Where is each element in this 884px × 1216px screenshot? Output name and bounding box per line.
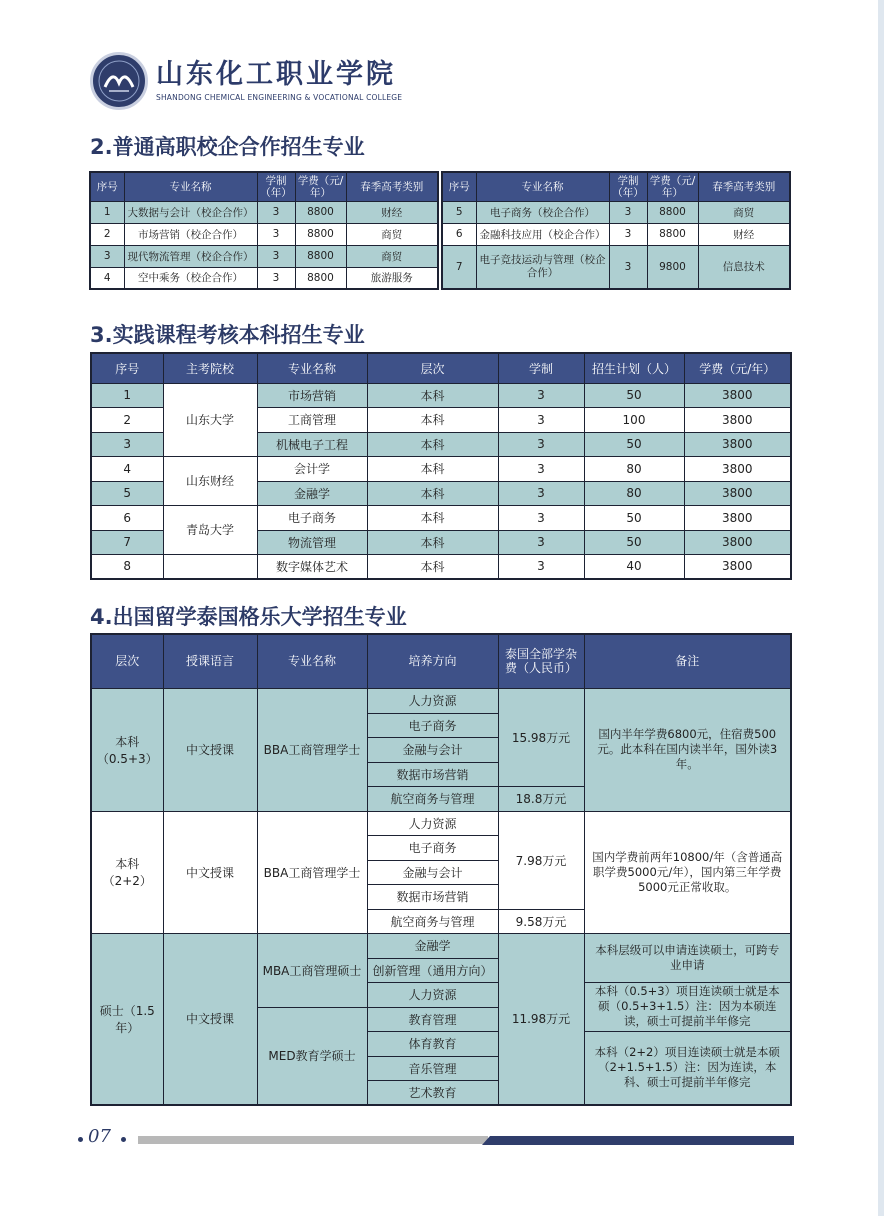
table-thailand-study [90,633,792,1106]
college-name-cn: 山东化工职业学院 [156,59,396,90]
cell: 1 [90,201,124,223]
header-cell: 学费（元/年） [684,353,791,383]
direction-cell: 电子商务 [367,835,498,860]
cell: 50 [584,505,684,530]
cell: 2 [91,407,163,432]
direction-cell: 金融与会计 [367,737,498,762]
header-cell: 专业名称 [257,634,367,688]
cell: 会计学 [257,456,367,481]
direction-cell: 金融学 [367,933,498,958]
cell: 5 [91,481,163,505]
direction-cell: 电子商务 [367,713,498,737]
table-header-row [442,172,790,201]
header-cell: 主考院校 [163,353,257,383]
cell: 50 [584,530,684,554]
table-vocational-right [441,171,791,290]
direction-cell: 人力资源 [367,811,498,835]
cell: 3 [91,432,163,456]
footer-bar-blue [482,1136,794,1145]
school-cell: 青岛大学 [163,505,257,554]
table-row [442,223,790,245]
header-cell: 层次 [367,353,498,383]
header-cell: 学费（元/年） [295,172,346,201]
major-cell: MBA工商管理硕士 [257,933,367,1007]
header-cell: 授课语言 [163,634,257,688]
cell: 3 [498,432,584,456]
cell: 100 [584,407,684,432]
cell: 商贸 [346,223,438,245]
cell: 商贸 [346,245,438,267]
cell: 3800 [684,530,791,554]
direction-cell: 金融与会计 [367,860,498,884]
cell: 本科 [367,554,498,579]
cell: 本科 [367,383,498,407]
cell: 8800 [295,223,346,245]
cell: 8800 [647,223,698,245]
cell: 3800 [684,383,791,407]
table-header-row [91,634,791,688]
table-header-row [90,172,438,201]
table-row [91,456,791,481]
note-cell: 国内学费前两年10800/年（含普通高职学费5000元/年），国内第三年学费5000元正常收取。 [584,811,791,933]
cell: 6 [91,505,163,530]
cell: 3800 [684,481,791,505]
footer-bar-gray [138,1136,488,1144]
cell: 空中乘务（校企合作） [124,267,257,289]
header-cell: 学制 [498,353,584,383]
cell: 3 [498,554,584,579]
level-cell: 本科（0.5+3） [91,688,163,811]
section-title-4: 4.出国留学泰国格乐大学招生专业 [90,605,407,629]
header-cell: 层次 [91,634,163,688]
header-cell: 学制（年） [257,172,295,201]
cell: 40 [584,554,684,579]
cell: 3 [257,267,295,289]
cell: 5 [442,201,476,223]
cell: 3 [609,223,647,245]
direction-cell: 人力资源 [367,982,498,1007]
cell: 3800 [684,407,791,432]
cell: 旅游服务 [346,267,438,289]
header-cell: 备注 [584,634,791,688]
cell: 电子商务 [257,505,367,530]
cell: 80 [584,481,684,505]
footer-dot [121,1137,126,1142]
cell: 50 [584,383,684,407]
cell: 商贸 [698,201,790,223]
table-row [91,688,791,713]
cell: 电子竞技运动与管理（校企合作） [476,245,609,289]
direction-cell: 体育教育 [367,1031,498,1056]
cell: 3 [498,530,584,554]
cell: 本科 [367,481,498,505]
direction-cell: 人力资源 [367,688,498,713]
table-header-row [91,353,791,383]
direction-cell: 音乐管理 [367,1056,498,1080]
direction-cell: 航空商务与管理 [367,786,498,811]
header-cell: 专业名称 [476,172,609,201]
table-row [442,245,790,289]
language-cell: 中文授课 [163,933,257,1105]
cell: 8800 [647,201,698,223]
table-row [91,383,791,407]
cell: 市场营销 [257,383,367,407]
cell: 4 [91,456,163,481]
cell: 本科 [367,432,498,456]
header-cell: 培养方向 [367,634,498,688]
cell: 50 [584,432,684,456]
cell: 金融科技应用（校企合作） [476,223,609,245]
cell: 7 [442,245,476,289]
direction-cell: 教育管理 [367,1007,498,1031]
cell: 工商管理 [257,407,367,432]
cell: 3 [257,223,295,245]
cell: 财经 [346,201,438,223]
cell: 本科 [367,456,498,481]
table-row [90,223,438,245]
cell: 8800 [295,245,346,267]
section-title-3: 3.实践课程考核本科招生专业 [90,323,365,347]
table-row [90,201,438,223]
header-cell: 序号 [442,172,476,201]
cell: 金融学 [257,481,367,505]
cell: 信息技术 [698,245,790,289]
cell: 7 [91,530,163,554]
cell: 3800 [684,554,791,579]
language-cell: 中文授课 [163,688,257,811]
cell: 本科 [367,530,498,554]
cell: 现代物流管理（校企合作） [124,245,257,267]
cell: 机械电子工程 [257,432,367,456]
language-cell: 中文授课 [163,811,257,933]
cell: 3 [498,407,584,432]
note-cell: 本科（0.5+3）项目连读硕士就是本硕（0.5+3+1.5）注：因为本硕连读，硕士可提前半年修完 [584,982,791,1031]
cell: 80 [584,456,684,481]
section-title-2: 2.普通高职校企合作招生专业 [90,135,365,159]
school-cell: 山东大学 [163,383,257,456]
college-emblem-icon [90,52,148,110]
cell: 8800 [295,201,346,223]
table-row [91,554,791,579]
header-cell: 春季高考类别 [698,172,790,201]
level-cell: 本科（2+2） [91,811,163,933]
header-cell: 专业名称 [124,172,257,201]
direction-cell: 数据市场营销 [367,884,498,909]
cell: 3800 [684,456,791,481]
cell: 3 [498,383,584,407]
cell: 4 [90,267,124,289]
cell: 8800 [295,267,346,289]
header-cell: 学费（元/年） [647,172,698,201]
direction-cell: 航空商务与管理 [367,909,498,933]
note-cell: 本科层级可以申请连读硕士，可跨专业申请 [584,933,791,982]
page-number: 07 [88,1126,111,1147]
table-row [91,811,791,835]
cell: 本科 [367,407,498,432]
cell: 2 [90,223,124,245]
direction-cell: 创新管理（通用方向） [367,958,498,982]
major-cell: BBA工商管理学士 [257,688,367,811]
cell: 市场营销（校企合作） [124,223,257,245]
cell: 3 [498,481,584,505]
table-row [90,267,438,289]
fee-cell: 11.98万元 [498,933,584,1105]
fee-cell: 7.98万元 [498,811,584,909]
header-cell: 序号 [90,172,124,201]
table-row [442,201,790,223]
cell: 3 [257,201,295,223]
note-cell: 国内半年学费6800元，住宿费500元。此本科在国内读半年，国外读3年。 [584,688,791,811]
page-edge [878,0,884,1216]
direction-cell: 数据市场营销 [367,762,498,786]
cell: 1 [91,383,163,407]
header-cell: 学制（年） [609,172,647,201]
college-name-en: SHANDONG CHEMICAL ENGINEERING & VOCATIONAL COLLEGE [156,93,403,102]
cell: 3 [609,245,647,289]
cell: 3 [498,456,584,481]
fee-cell: 18.8万元 [498,786,584,811]
cell: 数字媒体艺术 [257,554,367,579]
header-cell: 专业名称 [257,353,367,383]
cell: 8 [91,554,163,579]
cell: 9800 [647,245,698,289]
cell: 本科 [367,505,498,530]
cell: 3 [609,201,647,223]
header-cell: 序号 [91,353,163,383]
major-cell: MED教育学硕士 [257,1007,367,1105]
direction-cell: 艺术教育 [367,1080,498,1105]
cell: 3 [498,505,584,530]
cell: 大数据与会计（校企合作） [124,201,257,223]
header-cell: 春季高考类别 [346,172,438,201]
cell: 财经 [698,223,790,245]
table-row [91,933,791,958]
footer-dot [78,1137,83,1142]
school-cell: 山东财经 [163,456,257,505]
table-undergraduate [90,352,792,580]
level-cell: 硕士（1.5年） [91,933,163,1105]
cell: 3 [257,245,295,267]
cell: 6 [442,223,476,245]
cell: 3 [90,245,124,267]
cell: 3800 [684,505,791,530]
note-cell: 本科（2+2）项目连读硕士就是本硕（2+1.5+1.5）注：因为连读，本科、硕士可提前半年修完 [584,1031,791,1105]
table-row [91,505,791,530]
cell: 电子商务（校企合作） [476,201,609,223]
cell: 3800 [684,432,791,456]
fee-cell: 9.58万元 [498,909,584,933]
header-cell: 招生计划（人） [584,353,684,383]
major-cell: BBA工商管理学士 [257,811,367,933]
table-vocational-left [89,171,439,290]
school-cell-empty [163,554,257,579]
fee-cell: 15.98万元 [498,688,584,786]
header-cell: 泰国全部学杂费（人民币） [498,634,584,688]
table-row [90,245,438,267]
cell: 物流管理 [257,530,367,554]
